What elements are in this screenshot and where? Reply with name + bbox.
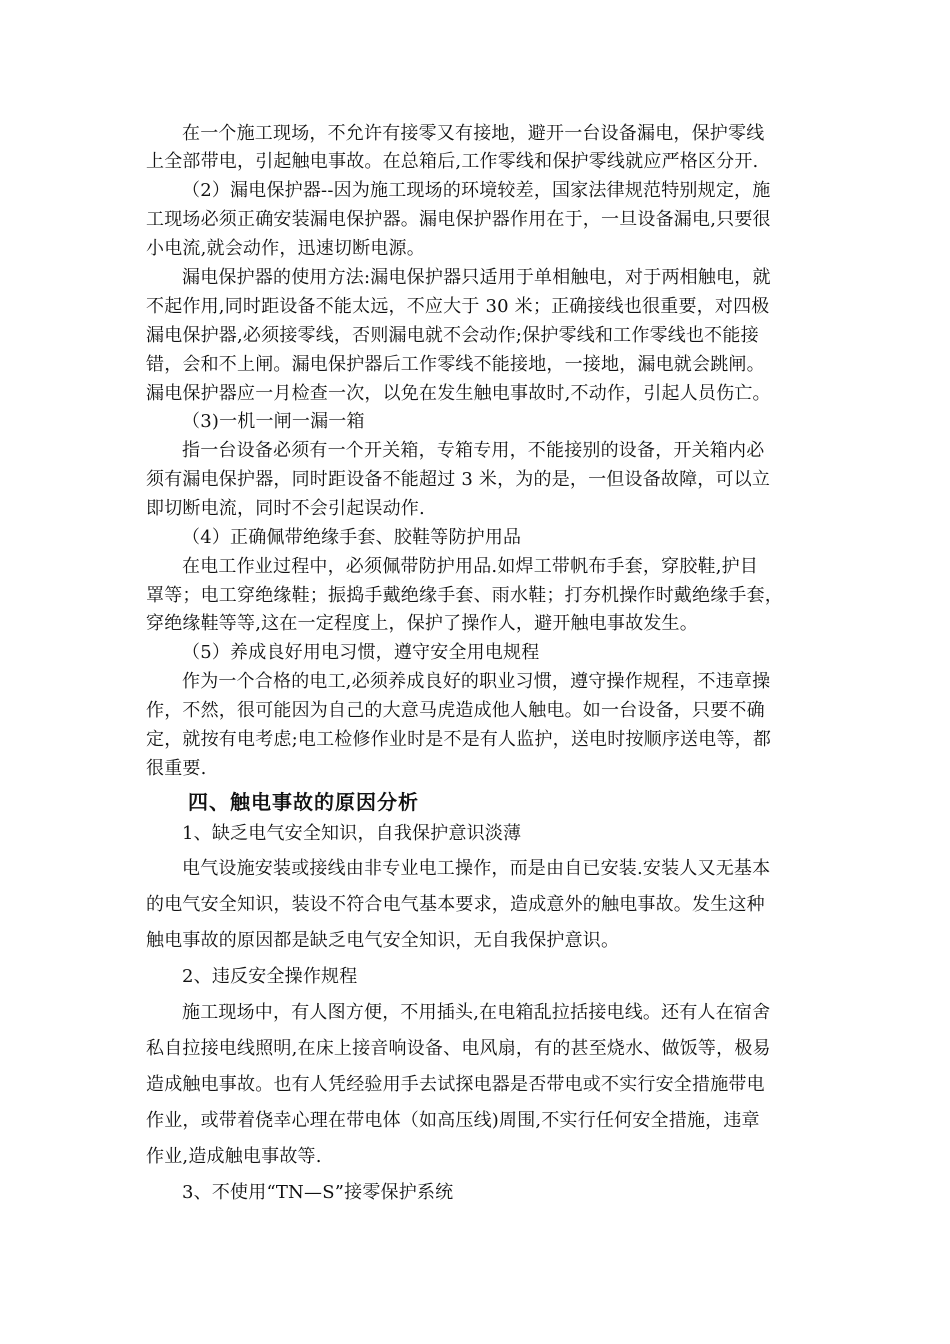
text-line: （2）漏电保护器--因为施工现场的环境较差，国家法律规范特别规定，施 [182,180,771,201]
text-line: （3)一机一闸一漏一箱 [182,411,365,432]
text-line: 私自拉接电线照明,在床上接音响设备、电风扇，有的甚至烧水、做饭等，极易 [146,1038,771,1059]
text-line: 定，就按有电考虑;电工检修作业时是不是有人监护，送电时按顺序送电等，都 [146,729,772,750]
text-line: 电气设施安装或接线由非专业电工操作，而是由自已安装.安装人又无基本 [182,858,771,879]
text-line: 很重要. [146,758,207,779]
text-line: 工现场必须正确安装漏电保护器。漏电保护器作用在于，一旦设备漏电,只要很 [146,209,771,230]
text-line: 施工现场中，有人图方便，不用插头,在电箱乱拉括接电线。还有人在宿舍 [182,1002,771,1023]
text-line: 作业,造成触电事故等. [146,1146,322,1167]
text-line: 穿绝缘鞋等等,这在一定程度上，保护了操作人，避开触电事故发生。 [146,613,698,634]
text-line: 在电工作业过程中，必须佩带防护用品.如焊工带帆布手套，穿胶鞋,护目 [182,556,759,577]
text-line: 上全部带电，引起触电事故。在总箱后,工作零线和保护零线就应严格区分开. [146,151,759,172]
text-line: 不起作用,同时距设备不能太远，不应大于 30 米；正确接线也很重要，对四极 [146,296,770,317]
text-line: 作，不然，很可能因为自己的大意马虎造成他人触电。如一台设备，只要不确 [146,700,765,721]
text-line: 漏电保护器,必须接零线，否则漏电就不会动作;保护零线和工作零线也不能接 [146,325,759,346]
text-line: 触电事故的原因都是缺乏电气安全知识，无自我保护意识。 [146,930,620,951]
text-line: 的电气安全知识，装设不符合电气基本要求，造成意外的触电事故。发生这种 [146,894,765,915]
text-line: 须有漏电保护器，同时距设备不能超过 3 米，为的是，一但设备故障，可以立 [146,469,771,490]
text-line: 造成触电事故。也有人凭经验用手去试探电器是否带电或不实行安全措施带电 [146,1074,765,1095]
text-line: 2、违反安全操作规程 [182,966,358,987]
text-line: 小电流,就会动作，迅速切断电源。 [146,238,425,259]
text-line: 3、不使用“TN—S”接零保护系统 [182,1182,454,1203]
text-line: 作业，或带着侥幸心理在带电体（如高压线)周围,不实行任何安全措施，违章 [146,1110,760,1131]
text-line: 罩等；电工穿绝缘鞋；振捣手戴绝缘手套、雨水鞋；打夯机操作时戴绝缘手套， [146,585,783,606]
text-line: 作为一个合格的电工,必须养成良好的职业习惯，遵守操作规程，不违章操 [182,671,771,692]
text-line: 1、缺乏电气安全知识，自我保护意识淡薄 [182,823,522,844]
text-line: 错，会和不上闸。漏电保护器后工作零线不能接地，一接地，漏电就会跳闸。 [146,354,765,375]
text-line: （5）养成良好用电习惯，遵守安全用电规程 [182,642,540,663]
text-line: 即切断电流，同时不会引起误动作. [146,498,425,519]
text-line: 漏电保护器的使用方法:漏电保护器只适用于单相触电，对于两相触电，就 [182,267,771,288]
text-line: 在一个施工现场，不允许有接零又有接地，避开一台设备漏电，保护零线 [182,123,765,144]
text-line: 指一台设备必须有一个开关箱，专箱专用，不能接别的设备，开关箱内必 [182,440,765,461]
section-heading: 四、触电事故的原因分析 [188,790,419,814]
text-line: （4）正确佩带绝缘手套、胶鞋等防护用品 [182,527,522,548]
text-line: 漏电保护器应一月检查一次，以免在发生触电事故时,不动作，引起人员伤亡。 [146,383,771,404]
